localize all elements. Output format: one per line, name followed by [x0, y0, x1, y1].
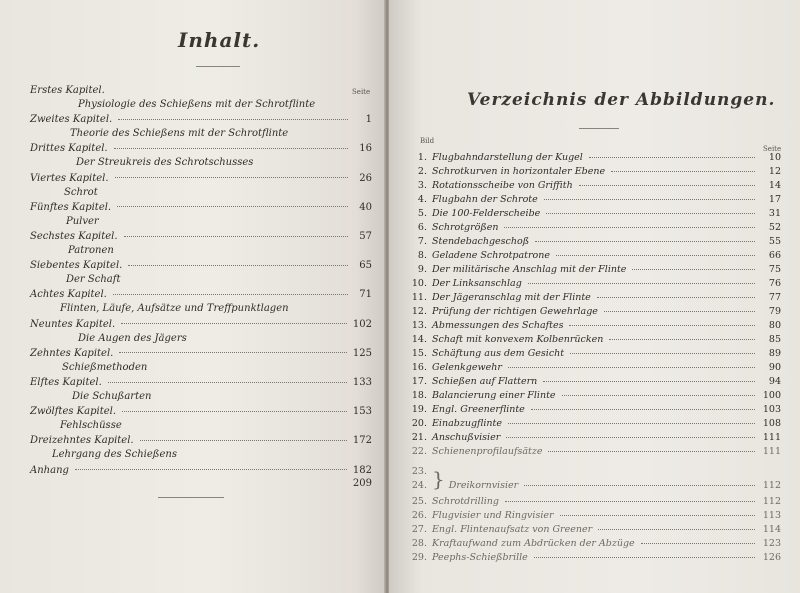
- figure-page: 66: [768, 250, 781, 261]
- figure-label: Engl. Greenerflinte: [432, 404, 525, 415]
- final-page-number: 209: [352, 477, 372, 489]
- leader-dots: [117, 205, 348, 207]
- figure-label: Schäftung aus dem Gesicht: [432, 348, 565, 359]
- toc-chapter: [30, 434, 372, 448]
- figure-number: 4.: [417, 194, 427, 205]
- leader-dots: [504, 226, 755, 228]
- figure-number: 13.: [411, 320, 427, 331]
- figure-page: 103: [762, 404, 781, 415]
- chapter-subtitle: Pulver: [66, 215, 99, 227]
- brace-icon: }: [432, 467, 445, 491]
- leader-dots: [534, 556, 755, 558]
- figure-page: 79: [768, 306, 781, 317]
- figure-page: 14: [768, 180, 781, 191]
- figure-number: 15.: [411, 348, 427, 359]
- figure-label: Kraftaufwand zum Abdrücken der Abzüge: [432, 538, 635, 549]
- chapter-subtitle: Schießmethoden: [62, 361, 148, 373]
- leader-dots: [508, 366, 755, 368]
- chapter-subtitle: Theorie des Schießens mit der Schrotflinte: [70, 128, 289, 140]
- leader-dots: [543, 380, 755, 382]
- leader-dots: [506, 436, 755, 438]
- figure-row: [407, 235, 781, 249]
- figure-page-header: Seite: [763, 145, 782, 153]
- figure-page: 111: [762, 432, 781, 443]
- leader-dots: [641, 542, 755, 544]
- figure-number: 3.: [417, 180, 427, 191]
- figure-page: 85: [768, 334, 781, 345]
- figure-page: 111: [762, 446, 781, 457]
- figure-row: [407, 361, 781, 375]
- figure-row: [407, 263, 781, 277]
- chapter-label: Anhang: [30, 464, 69, 476]
- page-column-header: Seite: [352, 88, 371, 96]
- figure-page: 90: [768, 362, 781, 373]
- chapter-label: Sechstes Kapitel.: [30, 231, 118, 242]
- chapter-page: 125: [352, 347, 372, 359]
- figure-number: 8.: [417, 250, 427, 261]
- figure-page: 80: [768, 320, 781, 331]
- chapter-page: 133: [352, 377, 372, 388]
- figure-number: 7.: [417, 236, 427, 247]
- figure-number: 27.: [411, 524, 427, 535]
- contents-title: Inhalt.: [178, 28, 261, 52]
- chapter-label: Achtes Kapitel.: [30, 289, 107, 301]
- chapter-subtitle: Die Augen des Jägers: [78, 332, 187, 344]
- chapter-label: Dreizehntes Kapitel.: [30, 435, 134, 447]
- leader-dots: [114, 147, 348, 149]
- figure-number: 28.: [411, 538, 427, 549]
- figure-row: [407, 523, 781, 537]
- figure-number: 25.: [411, 496, 427, 507]
- figure-label: Schrotgrößen: [432, 222, 499, 233]
- leader-dots: [113, 293, 348, 295]
- leader-dots: [560, 514, 755, 516]
- chapter-label: Zweites Kapitel.: [30, 114, 113, 126]
- chapter-subtitle: Der Streukreis des Schrotschusses: [76, 157, 254, 169]
- figure-row: [407, 445, 781, 459]
- toc-chapter: [30, 318, 372, 332]
- leader-dots: [632, 268, 755, 270]
- figure-label: Gelenkgewehr: [432, 362, 502, 373]
- toc-chapter: [30, 347, 372, 361]
- toc-chapter: [30, 84, 372, 98]
- figure-row: [407, 551, 781, 565]
- chapter-page: 172: [352, 435, 372, 447]
- chapter-subtitle: Patronen: [68, 245, 114, 256]
- figure-number: 14.: [411, 334, 427, 345]
- figure-label: Abmessungen des Schaftes: [432, 320, 564, 331]
- leader-dots: [546, 212, 755, 214]
- figure-label: Dreikornvisier: [448, 480, 519, 491]
- figure-row: [407, 375, 781, 389]
- leader-dots: [108, 381, 347, 383]
- figure-number: 1.: [417, 152, 427, 163]
- figure-number: 18.: [411, 390, 427, 401]
- leader-dots: [544, 198, 755, 200]
- figure-number: 26.: [411, 510, 427, 521]
- leader-dots: [524, 484, 755, 486]
- leader-dots: [562, 394, 755, 396]
- figure-page: 75: [768, 264, 781, 275]
- leader-dots: [121, 322, 347, 324]
- leader-dots: [531, 408, 755, 410]
- leader-dots: [124, 235, 348, 237]
- figure-number: 29.: [411, 552, 427, 563]
- toc-chapter: [30, 230, 372, 244]
- figure-page: 114: [762, 524, 781, 535]
- figure-row: [407, 389, 781, 403]
- chapter-page: 1: [365, 114, 372, 126]
- figure-number: 9.: [417, 264, 427, 275]
- figure-page: 17: [768, 194, 781, 205]
- chapter-page: 153: [352, 406, 372, 418]
- figure-label: Der Linksanschlag: [432, 278, 522, 289]
- bottom-rule: [158, 497, 224, 498]
- figure-page: 52: [768, 222, 781, 233]
- figure-page: 31: [768, 208, 781, 219]
- chapter-page: 65: [359, 260, 372, 272]
- figure-number: 23.: [411, 466, 427, 477]
- figures-title: Verzeichnis der Abbildungen.: [467, 90, 776, 110]
- figure-number: 21.: [411, 432, 427, 443]
- toc-chapter: [30, 464, 372, 478]
- leader-dots: [75, 468, 347, 470]
- figure-row: [407, 305, 781, 319]
- leader-dots: [598, 528, 755, 530]
- chapter-page: 16: [359, 143, 372, 155]
- figure-row: [407, 509, 781, 523]
- figure-label: Der Jägeranschlag mit der Flinte: [432, 292, 591, 303]
- leader-dots: [508, 422, 755, 424]
- figure-page: 112: [762, 480, 781, 491]
- leader-dots: [111, 89, 348, 90]
- chapter-label: Neuntes Kapitel.: [30, 318, 116, 330]
- figure-row: [407, 319, 781, 333]
- toc-chapter: [30, 405, 372, 419]
- figure-label: Balancierung einer Flinte: [432, 390, 556, 401]
- figure-page: 123: [762, 538, 781, 549]
- title-rule: [196, 66, 240, 67]
- figure-label: Rotationsscheibe von Griffith: [432, 180, 573, 191]
- leader-dots: [609, 338, 755, 340]
- figure-label: Prüfung der richtigen Gewehrlage: [432, 306, 598, 317]
- toc-chapter: [30, 376, 372, 390]
- leader-dots: [535, 240, 755, 242]
- chapter-subtitle: Fehlschüsse: [60, 420, 122, 432]
- figure-number: 11.: [411, 292, 427, 303]
- leader-dots: [128, 264, 348, 266]
- figure-row: [407, 431, 781, 445]
- leader-dots: [570, 352, 755, 354]
- figure-label: Schienenprofilaufsätze: [432, 446, 543, 457]
- figure-row: [407, 221, 781, 235]
- figure-number: 16.: [411, 362, 427, 373]
- figure-label: Engl. Flintenaufsatz von Greener: [432, 524, 593, 535]
- chapter-page: 26: [359, 172, 372, 184]
- chapter-subtitle: Die Schußarten: [72, 391, 152, 402]
- figure-label: Schrotdrilling: [432, 496, 500, 507]
- chapter-page: 57: [359, 231, 372, 242]
- leader-dots: [438, 470, 755, 471]
- figure-number: 17.: [411, 376, 427, 387]
- figure-page: 10: [768, 152, 781, 163]
- figure-page: 94: [768, 376, 781, 387]
- figure-page: 89: [768, 348, 781, 359]
- leader-dots: [528, 282, 755, 284]
- figure-page: 100: [762, 390, 781, 401]
- figure-label: Flugbahndarstellung der Kugel: [432, 152, 583, 163]
- figure-label: Peephs-Schießbrille: [432, 552, 528, 563]
- leader-dots: [569, 324, 755, 326]
- figure-number: 24.: [411, 480, 427, 491]
- figure-number: 10.: [411, 278, 427, 289]
- figure-row: [407, 465, 781, 479]
- figure-column-header: Bild: [420, 137, 435, 145]
- figure-row: [407, 165, 781, 179]
- figure-row: [407, 347, 781, 361]
- chapter-subtitle: Physiologie des Schießens mit der Schrotflinte: [78, 99, 316, 110]
- figure-row: [407, 333, 781, 347]
- figure-number: 6.: [417, 222, 427, 233]
- leader-dots: [589, 156, 755, 158]
- figure-number: 5.: [417, 208, 427, 219]
- leader-dots: [556, 254, 755, 256]
- figure-row: [407, 417, 781, 431]
- chapter-label: Fünftes Kapitel.: [30, 201, 112, 213]
- leader-dots: [579, 184, 755, 186]
- toc-final-page: [340, 477, 372, 491]
- left-page: [0, 0, 386, 593]
- chapter-label: Drittes Kapitel.: [30, 143, 108, 155]
- chapter-page: 182: [352, 464, 372, 476]
- figure-page: 12: [768, 166, 781, 177]
- figure-row: [407, 193, 781, 207]
- figure-row: [407, 537, 781, 551]
- figure-label: Flugvisier und Ringvisier: [432, 510, 554, 521]
- figure-row: [407, 207, 781, 221]
- leader-dots: [118, 118, 348, 120]
- figures-title-rule: [579, 128, 619, 129]
- figure-row: [407, 495, 781, 509]
- chapter-subtitle: Flinten, Läufe, Aufsätze und Treffpunktlagen: [60, 303, 289, 315]
- leader-dots: [122, 410, 347, 412]
- chapter-page: 71: [359, 289, 372, 301]
- chapter-label: Elftes Kapitel.: [30, 377, 102, 388]
- figure-row: [407, 277, 781, 291]
- chapter-label: Siebentes Kapitel.: [30, 260, 123, 272]
- figure-label: Flugbahn der Schrote: [432, 194, 538, 205]
- figure-number: 19.: [411, 404, 427, 415]
- figure-page: 77: [768, 292, 781, 303]
- chapter-subtitle: Schrot: [64, 186, 98, 198]
- toc-chapter: [30, 172, 372, 186]
- figure-row: [407, 403, 781, 417]
- leader-dots: [119, 351, 347, 353]
- figure-number: 20.: [411, 418, 427, 429]
- figure-page: 55: [768, 236, 781, 247]
- leader-dots: [597, 296, 755, 298]
- figure-label: Stendebachgeschoß: [432, 236, 530, 247]
- toc-chapter: [30, 288, 372, 302]
- chapter-subtitle: Lehrgang des Schießens: [52, 449, 177, 461]
- figure-page: 76: [768, 278, 781, 289]
- figure-number: 22.: [411, 446, 427, 457]
- figure-label: Einabzugflinte: [432, 418, 502, 429]
- figure-label: Schießen auf Flattern: [432, 376, 538, 387]
- figure-row: [407, 249, 781, 263]
- chapter-label: Erstes Kapitel.: [30, 85, 105, 96]
- leader-dots: [505, 500, 755, 502]
- toc-chapter: [30, 201, 372, 215]
- figure-page: 112: [762, 496, 781, 507]
- right-page: [389, 0, 800, 593]
- figure-page: 113: [762, 510, 781, 521]
- toc-chapter: [30, 113, 372, 127]
- figure-row: [407, 291, 781, 305]
- figure-page: 108: [762, 418, 781, 429]
- leader-dots: [140, 439, 347, 441]
- figure-number: 2.: [417, 166, 427, 177]
- figure-label: Schaft mit konvexem Kolbenrücken: [432, 334, 604, 345]
- figure-row: [407, 151, 781, 165]
- chapter-label: Zwölftes Kapitel.: [30, 406, 117, 418]
- leader-dots: [548, 450, 755, 452]
- toc-chapter: [30, 142, 372, 156]
- leader-dots: [604, 310, 755, 312]
- figure-label: Der militärische Anschlag mit der Flinte: [432, 264, 627, 275]
- figure-label: Geladene Schrotpatrone: [432, 250, 550, 261]
- figure-label: Anschußvisier: [432, 432, 501, 443]
- figure-row: [407, 179, 781, 193]
- figure-label: Schrotkurven in horizontaler Ebene: [432, 166, 606, 177]
- chapter-label: Zehntes Kapitel.: [30, 347, 114, 359]
- chapter-subtitle: Der Schaft: [66, 274, 121, 286]
- leader-dots: [611, 170, 755, 172]
- figure-label: Die 100-Felderscheibe: [432, 208, 541, 219]
- figure-page: 126: [762, 552, 781, 563]
- figure-number: 12.: [411, 306, 427, 317]
- chapter-label: Viertes Kapitel.: [30, 172, 109, 184]
- leader-dots: [115, 176, 348, 178]
- chapter-page: 102: [352, 318, 372, 330]
- toc-chapter: [30, 259, 372, 273]
- chapter-page: 40: [359, 201, 372, 213]
